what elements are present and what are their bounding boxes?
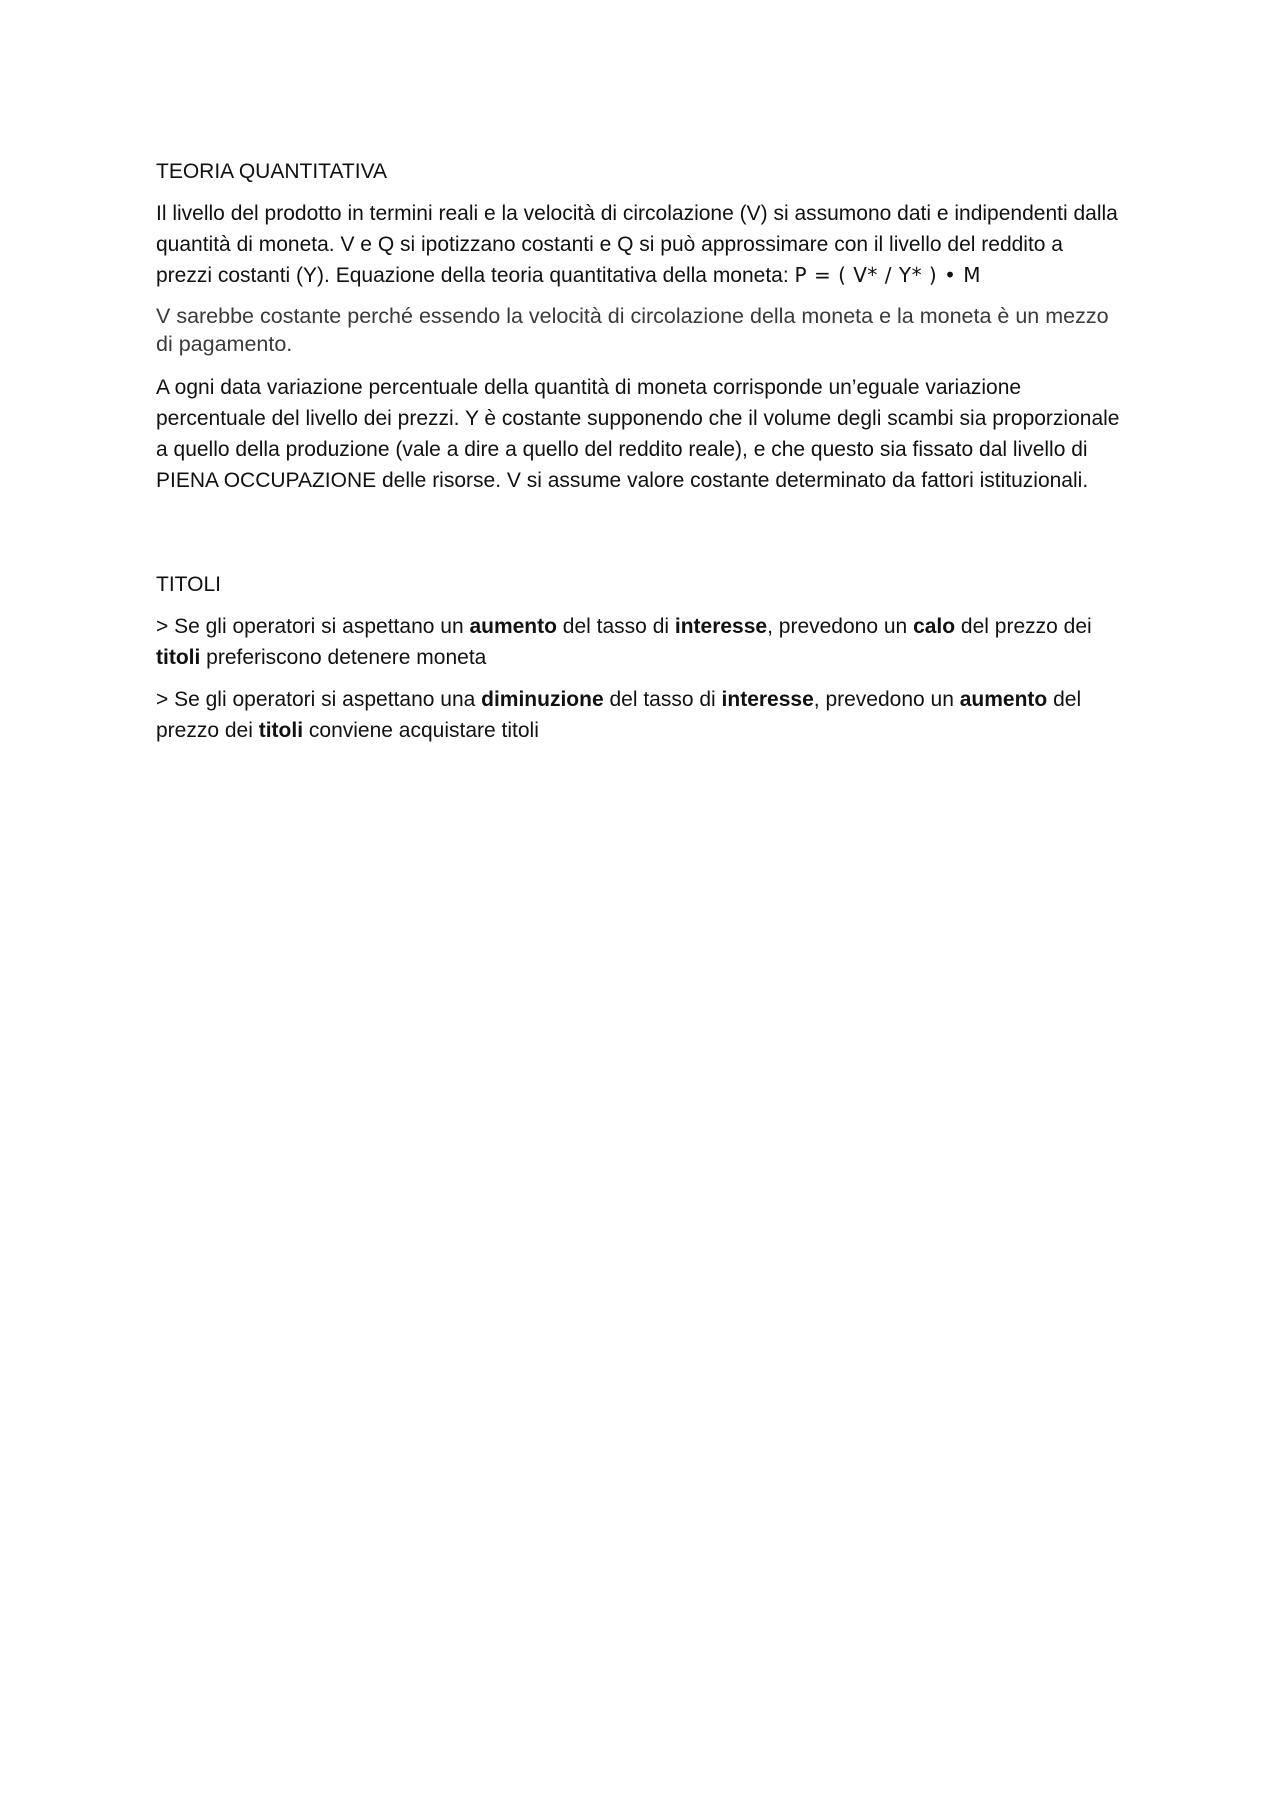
text-fragment: preferiscono detenere moneta (200, 646, 487, 669)
text-fragment: , prevedono un (813, 688, 960, 711)
text-fragment: del prezzo dei (156, 688, 1082, 742)
bold-term: calo (913, 615, 956, 638)
bold-term: titoli (258, 719, 304, 742)
section-title-teoria-quantitativa: TEORIA QUANTITATIVA (156, 160, 388, 183)
bold-term: diminuzione (481, 688, 604, 711)
document-content (156, 156, 1124, 757)
text-fragment: conviene acquistare titoli (303, 719, 539, 742)
text-fragment: > Se gli operatori si aspettano un (156, 615, 470, 638)
text-fragment: del prezzo dei (955, 615, 1092, 638)
bold-term: interesse (674, 615, 768, 638)
quantity-theory-formula: P = ( V* / Y* ) • M (794, 263, 982, 287)
section-title-titoli: TITOLI (156, 573, 221, 596)
bold-term: aumento (469, 615, 557, 638)
paragraph-price-variation: A ogni data variazione percentuale della quantità di moneta corrisponde un’eguale variazione percentuale del livello dei prezzi. Y è costante supponendo che il volume degli scambi sia proporzionale a quello della produzione (vale a dire a quello del reddito reale), e che questo sia fissato dal livello di PIENA OCCUPAZIONE delle risorse. V si assume valore costante determinato da fattori istituzionali. (156, 376, 1120, 492)
text-fragment: del tasso di (603, 688, 722, 711)
section-spacer (156, 507, 1124, 569)
titoli-item-aumento (156, 611, 1124, 673)
bold-term: interesse (721, 688, 814, 711)
paragraph-definition (156, 198, 1124, 291)
text-fragment: , prevedono un (767, 615, 914, 638)
bold-term: titoli (156, 646, 201, 669)
text-fragment: del tasso di (556, 615, 675, 638)
paragraph-velocity: V sarebbe costante perché essendo la velocità di circolazione della moneta e la moneta è un mezzo di pagamento. (156, 304, 1109, 356)
text-fragment: > Se gli operatori si aspettano una (156, 688, 482, 711)
titoli-item-diminuzione (156, 684, 1124, 746)
bold-term: aumento (959, 688, 1048, 711)
paragraph-definition-text: Il livello del prodotto in termini reali e la velocità di circolazione (V) si assumono dati e indipendenti dalla quantità di moneta. V e Q si ipotizzano costanti e Q si può approssimare con il livello del reddito a prezzi costanti (Y). Equazione della teoria quantitativa della moneta: (156, 202, 1118, 287)
